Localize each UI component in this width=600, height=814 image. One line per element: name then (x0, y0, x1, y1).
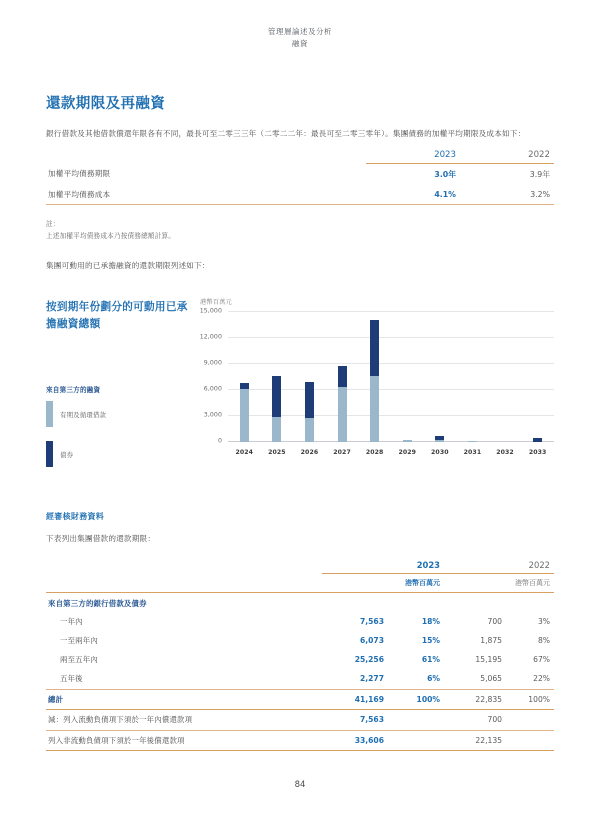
noncurrent-current-amount: 33,606 (354, 735, 384, 745)
row-value-previous: 3.9年 (529, 169, 550, 179)
row-previous-amount: 5,065 (480, 674, 502, 684)
chart-bar-stack (338, 312, 347, 442)
page-number: 84 (294, 780, 306, 790)
page-content (46, 92, 554, 751)
row-value-previous: 3.2% (530, 189, 550, 199)
chart-plot-panel (198, 297, 554, 456)
legend-item-loans (46, 401, 198, 427)
chart-bar-segment-loans (403, 440, 412, 443)
deduct-current-percent (388, 710, 444, 730)
table-row (46, 730, 554, 750)
chart-bar-segment-bonds (370, 320, 379, 376)
table-header-row (46, 560, 554, 574)
chart-bar-column (458, 312, 487, 442)
chart-bar-column (425, 312, 454, 442)
chart-x-axis-labels (228, 442, 554, 456)
row-current-amount: 6,073 (359, 636, 384, 646)
chart-left-panel (46, 297, 198, 481)
chart-x-tick-label: 2025 (268, 449, 286, 457)
committed-facilities-chart (46, 297, 554, 481)
main-header-year-previous: 2022 (444, 560, 554, 574)
summary-header-year-current: 2023 (366, 150, 460, 164)
row-previous-percent: 3% (537, 617, 550, 627)
audited-section-title: 經審核財務資料 (46, 512, 105, 522)
legend-swatch-bonds (46, 441, 53, 467)
row-previous-percent: 67% (533, 655, 550, 665)
group-label: 來自第三方的銀行借款及債券 (48, 599, 147, 609)
total-label: 總計 (48, 694, 64, 704)
chart-bar-stack (501, 312, 510, 442)
chart-x-tick-label: 2026 (300, 449, 319, 457)
chart-bar-segment-loans (370, 376, 379, 442)
total-current-percent: 100% (416, 694, 440, 704)
row-current-percent: 61% (421, 655, 440, 665)
legend-swatch-loans (46, 401, 53, 427)
table-row (46, 710, 554, 730)
unit-blank (46, 573, 322, 592)
note-text: 上述加權平均債務成本乃按債務總額計算。 (46, 232, 176, 241)
chart-y-tick-label: 6,000 (203, 385, 222, 393)
chart-bar-segment-bonds (338, 366, 347, 387)
section-intro-paragraph: 銀行借款及其他借款償還年限各有不同，最長可至二零三三年（二零二二年：最長可至二零三零年）。集團債務的加權平均期限及成本如下： (46, 129, 526, 138)
summary-header-blank (46, 150, 366, 164)
noncurrent-previous-amount: 22,135 (475, 735, 502, 745)
chart-bar-stack (240, 312, 249, 442)
chart-y-tick-label: 15,000 (199, 307, 222, 315)
chart-bar-segment-bonds (305, 382, 314, 418)
chart-x-tick-label: 2029 (398, 449, 417, 457)
table-row (46, 631, 554, 650)
row-current-percent: 15% (421, 636, 440, 646)
chart-x-tick-label: 2033 (528, 449, 547, 457)
legend-label-loans: 有期及循環借款 (60, 410, 107, 419)
row-label: 一至兩年內 (60, 636, 98, 646)
chart-bar-column (523, 312, 552, 442)
chart-x-tick-label: 2027 (333, 449, 351, 457)
chart-bar-column (295, 312, 324, 442)
noncurrent-previous-percent (506, 730, 554, 750)
chart-x-tick-label: 2028 (365, 449, 384, 457)
row-current-amount: 7,563 (359, 617, 384, 627)
row-current-amount: 2,277 (359, 674, 384, 684)
chart-bar-stack (305, 312, 314, 442)
row-label: 五年後 (60, 674, 83, 684)
table-row (46, 612, 554, 631)
chart-y-tick-label: 0 (217, 437, 222, 445)
row-label: 一年內 (60, 617, 83, 627)
deduct-previous-amount: 700 (487, 715, 502, 725)
chart-bar-column (393, 312, 422, 442)
deduct-previous-percent (506, 710, 554, 730)
chart-bar-stack (468, 312, 477, 442)
chart-bar-segment-bonds (533, 438, 542, 442)
row-label: 加權平均債務成本 (48, 189, 111, 199)
chart-unit-label: 港幣百萬元 (200, 299, 232, 307)
weighted-average-debt-table (46, 150, 554, 206)
chart-bar-column (327, 312, 356, 442)
chart-bar-segment-loans (435, 440, 444, 443)
deduct-label: 減：列入流動負債項下須於一年內償還款項 (48, 715, 193, 725)
chart-y-tick-label: 12,000 (199, 333, 222, 341)
table-group-row (46, 593, 554, 613)
chart-title: 按到期年份劃分的可動用已承擔融資總額 (46, 301, 188, 330)
unit-current: 港幣百萬元 (405, 578, 440, 587)
chart-y-tick-label: 9,000 (203, 359, 222, 367)
table-bottom-rule (46, 204, 554, 205)
table-header-row (46, 150, 554, 164)
noncurrent-current-percent (388, 730, 444, 750)
legend-title: 來自第三方的融資 (46, 386, 101, 395)
facilities-lead-text: 集團可動用的已承擔融資的還款期限列述如下： (46, 261, 210, 271)
note-block (46, 218, 554, 242)
chart-x-tick-label: 2030 (431, 449, 449, 457)
main-header-year-current: 2023 (322, 560, 444, 574)
chart-plot-area (199, 307, 554, 445)
summary-header-year-previous: 2022 (460, 150, 554, 164)
chart-x-tick-label: 2024 (235, 449, 254, 457)
chart-bar-column (262, 312, 291, 442)
chart-bar-column (490, 312, 519, 442)
table-total-row (46, 689, 554, 709)
legend-label-bonds: 債券 (60, 450, 74, 459)
total-previous-percent: 100% (528, 694, 550, 704)
row-value-current: 4.1% (434, 189, 456, 199)
chart-bar-column (360, 312, 389, 442)
total-current-amount: 41,169 (354, 694, 384, 704)
table-row (46, 650, 554, 669)
audited-lead-text: 下表列出集團借款的還款期限： (46, 534, 156, 544)
chart-bar-segment-bonds (272, 376, 281, 417)
main-header-blank (46, 560, 322, 574)
chart-bar-segment-loans (468, 441, 477, 442)
chart-bar-segment-loans (272, 417, 281, 442)
page-title: 還款期限及再融資 (46, 96, 166, 112)
borrowings-maturity-table (46, 560, 554, 752)
chart-bars-container (228, 312, 554, 442)
table-row (46, 163, 554, 184)
unit-previous: 港幣百萬元 (515, 578, 550, 587)
row-current-percent: 18% (421, 617, 440, 627)
noncurrent-label: 列入非流動負債項下須於一年後償還款項 (48, 735, 185, 745)
running-header-line-2: 融資 (292, 38, 308, 48)
running-header-line-1: 管理層論述及分析 (268, 27, 332, 36)
row-label: 兩至五年內 (60, 655, 98, 665)
deduct-current-amount: 7,563 (359, 715, 384, 725)
chart-legend (46, 384, 198, 467)
table-bottom-rule (46, 750, 554, 751)
chart-bar-segment-loans (305, 418, 314, 442)
row-value-current: 3.0年 (434, 169, 456, 179)
row-previous-amount: 15,195 (475, 655, 502, 665)
chart-bar-segment-loans (338, 387, 347, 442)
row-previous-percent: 22% (533, 674, 550, 684)
chart-x-tick-label: 2031 (463, 449, 482, 457)
running-header (0, 0, 600, 49)
row-current-percent: 6% (427, 674, 440, 684)
table-row (46, 669, 554, 688)
row-previous-amount: 1,875 (480, 636, 502, 646)
legend-item-bonds (46, 441, 198, 467)
row-current-amount: 25,256 (354, 655, 384, 665)
row-previous-percent: 8% (537, 636, 550, 646)
row-previous-amount: 700 (487, 617, 502, 627)
chart-bar-column (230, 312, 259, 442)
note-label: 註： (46, 220, 60, 229)
row-label: 加權平均債務期限 (48, 169, 111, 179)
table-unit-row (46, 573, 554, 592)
total-previous-amount: 22,835 (475, 694, 502, 704)
chart-x-tick-label: 2032 (496, 449, 514, 457)
chart-bar-stack (272, 312, 281, 442)
chart-bar-stack (435, 312, 444, 442)
table-row (46, 184, 554, 204)
audited-financial-information (46, 511, 554, 751)
chart-bar-segment-loans (240, 389, 249, 443)
chart-bar-stack (370, 312, 379, 442)
chart-bar-stack (533, 312, 542, 442)
chart-bar-stack (403, 312, 412, 442)
chart-y-tick-label: 3,000 (203, 411, 222, 419)
